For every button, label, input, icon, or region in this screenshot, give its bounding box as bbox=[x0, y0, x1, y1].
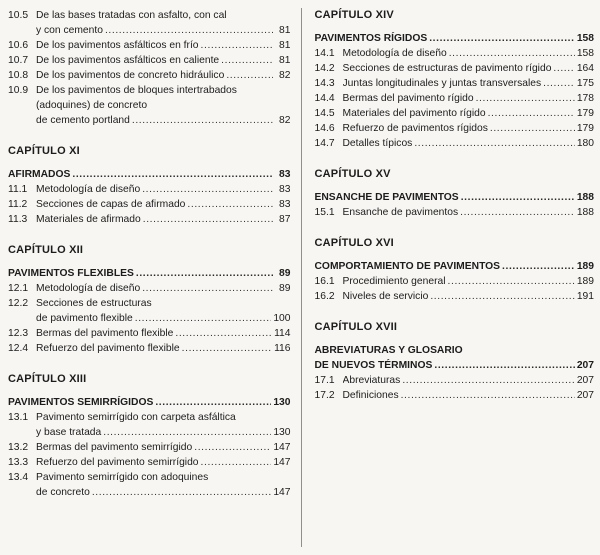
entry-text: AFIRMADOS bbox=[8, 169, 71, 180]
dot-leader bbox=[226, 68, 272, 83]
entry-text: PAVIMENTOS FLEXIBLES bbox=[8, 268, 134, 279]
toc-entry bbox=[8, 296, 291, 326]
entry-text: Secciones de estructuras bbox=[36, 298, 152, 309]
toc-entry bbox=[8, 212, 291, 227]
entry-body bbox=[343, 61, 595, 76]
section-number: 14.2 bbox=[314, 63, 335, 74]
toc-entry bbox=[315, 388, 595, 403]
toc-entry bbox=[8, 341, 291, 356]
entry-body bbox=[36, 212, 291, 227]
chapter-heading: CAPÍTULO XV bbox=[314, 168, 391, 180]
toc-entry bbox=[8, 68, 291, 83]
toc-entry bbox=[8, 410, 291, 440]
entry-line bbox=[343, 388, 595, 403]
entry-line bbox=[36, 326, 291, 341]
toc-entry bbox=[8, 440, 291, 455]
entry-body bbox=[36, 197, 291, 212]
entry-body bbox=[36, 38, 291, 53]
entry-body bbox=[343, 289, 595, 304]
entry-body bbox=[343, 373, 595, 388]
section-number: 11.1 bbox=[8, 184, 28, 195]
section-number: 13.3 bbox=[8, 457, 29, 468]
page-number: 147 bbox=[273, 487, 291, 498]
chapter-block bbox=[8, 243, 291, 356]
section-number: 13.2 bbox=[8, 442, 29, 453]
section-number: 16.1 bbox=[314, 276, 335, 287]
dot-leader bbox=[553, 61, 574, 76]
page-number: 188 bbox=[576, 192, 594, 203]
section-number: 13.4 bbox=[8, 472, 29, 483]
entry-body bbox=[36, 470, 291, 500]
section-number: 17.2 bbox=[314, 390, 335, 401]
entry-line bbox=[36, 425, 291, 440]
entry-text: De los pavimentos de bloques intertrabados bbox=[36, 85, 237, 96]
section-number: 14.4 bbox=[314, 93, 335, 104]
dot-leader bbox=[502, 259, 575, 274]
chapter-title-entry bbox=[8, 266, 291, 281]
chapter-heading: CAPÍTULO XII bbox=[8, 244, 84, 256]
entry-text: COMPORTAMIENTO DE PAVIMENTOS bbox=[314, 261, 501, 272]
page-number: 83 bbox=[279, 199, 291, 210]
entry-line bbox=[36, 68, 291, 83]
entry-line bbox=[8, 395, 291, 410]
entry-line bbox=[36, 38, 291, 53]
entry-line bbox=[315, 343, 595, 358]
section-number: 11.3 bbox=[8, 214, 28, 225]
toc-entry bbox=[315, 136, 595, 151]
entry-body bbox=[36, 341, 291, 356]
entry-line bbox=[36, 212, 291, 227]
section-number: 14.6 bbox=[314, 123, 335, 134]
page-number: 81 bbox=[279, 40, 291, 51]
dot-leader bbox=[182, 341, 272, 356]
dot-leader bbox=[430, 289, 574, 304]
entry-line bbox=[36, 98, 291, 113]
entry-body bbox=[343, 46, 595, 61]
entry-text: De las bases tratadas con asfalto, con cal bbox=[36, 10, 227, 21]
entry-text: Metodología de diseño bbox=[36, 184, 141, 195]
dot-leader bbox=[221, 53, 272, 68]
entry-text: Secciones de estructuras de pavimento rígido bbox=[342, 63, 552, 74]
entry-text: Bermas del pavimento rígido bbox=[342, 93, 474, 104]
dot-leader bbox=[429, 31, 575, 46]
page-number: 83 bbox=[279, 169, 291, 180]
entry-body bbox=[315, 343, 595, 373]
page-number: 89 bbox=[279, 268, 291, 279]
entry-line bbox=[36, 410, 291, 425]
chapter-heading: CAPÍTULO XVII bbox=[314, 321, 398, 333]
entry-line bbox=[36, 470, 291, 485]
entry-text: Definiciones bbox=[342, 390, 399, 401]
chapter-title-entry bbox=[8, 395, 291, 410]
toc-entry bbox=[315, 289, 595, 304]
entry-text: Secciones de capas de afirmado bbox=[36, 199, 186, 210]
dot-leader bbox=[105, 23, 273, 38]
entry-text: Materiales de afirmado bbox=[36, 214, 141, 225]
chapter-title-entry bbox=[8, 167, 291, 182]
section-number: 12.4 bbox=[8, 343, 29, 354]
entry-body bbox=[343, 76, 595, 91]
page-number: 178 bbox=[576, 93, 594, 104]
entry-text: PAVIMENTOS SEMIRRÍGIDOS bbox=[8, 397, 154, 408]
entry-body bbox=[36, 281, 291, 296]
entry-line bbox=[36, 83, 291, 98]
entry-text: De los pavimentos asfálticos en caliente bbox=[36, 55, 220, 66]
dot-leader bbox=[490, 121, 575, 136]
dot-leader bbox=[142, 182, 272, 197]
chapter-block bbox=[315, 236, 595, 304]
entry-body bbox=[315, 31, 595, 46]
entry-line bbox=[36, 341, 291, 356]
entry-body bbox=[343, 106, 595, 121]
entry-text: Abreviaturas bbox=[342, 375, 401, 386]
dot-leader bbox=[460, 205, 575, 220]
entry-text: De los pavimentos asfálticos en frío bbox=[36, 40, 199, 51]
toc-entry bbox=[315, 76, 595, 91]
entry-line bbox=[315, 259, 595, 274]
entry-line bbox=[36, 8, 291, 23]
toc-entry bbox=[315, 274, 595, 289]
dot-leader bbox=[401, 388, 575, 403]
entry-body bbox=[36, 326, 291, 341]
toc-column-right bbox=[302, 8, 595, 547]
entry-text: Refuerzo del pavimento flexible bbox=[36, 343, 180, 354]
chapter-heading: CAPÍTULO XVI bbox=[314, 237, 394, 249]
entry-text: Refuerzo de pavimentos rígidos bbox=[342, 123, 488, 134]
dot-leader bbox=[103, 425, 271, 440]
entry-text: Procedimiento general bbox=[342, 276, 446, 287]
page-number: 114 bbox=[274, 328, 291, 339]
page-number: 164 bbox=[576, 63, 594, 74]
page-number: 130 bbox=[273, 397, 291, 408]
entry-text: de pavimento flexible bbox=[36, 313, 133, 324]
page-number: 89 bbox=[279, 283, 291, 294]
section-number: 16.2 bbox=[314, 291, 335, 302]
entry-line bbox=[343, 289, 595, 304]
dot-leader bbox=[543, 76, 575, 91]
entry-text: ENSANCHE DE PAVIMENTOS bbox=[314, 192, 459, 203]
toc-entry bbox=[315, 106, 595, 121]
page-number: 175 bbox=[576, 78, 594, 89]
dot-leader bbox=[434, 358, 574, 373]
dot-leader bbox=[201, 455, 272, 470]
toc-entry bbox=[315, 91, 595, 106]
entry-body bbox=[8, 395, 291, 410]
toc-entry bbox=[315, 121, 595, 136]
section-number: 13.1 bbox=[8, 412, 29, 423]
entry-text: Metodología de diseño bbox=[342, 48, 447, 59]
entry-body bbox=[343, 91, 595, 106]
entry-text: Metodología de diseño bbox=[36, 283, 141, 294]
page-number: 179 bbox=[576, 108, 594, 119]
section-number: 10.6 bbox=[8, 40, 29, 51]
entry-line bbox=[343, 106, 595, 121]
page-number: 180 bbox=[576, 138, 594, 149]
entry-text: Bermas del pavimento flexible bbox=[36, 328, 174, 339]
chapter-title-entry bbox=[315, 31, 595, 46]
entry-body bbox=[8, 167, 291, 182]
toc-entry bbox=[8, 281, 291, 296]
entry-body bbox=[343, 121, 595, 136]
entry-line bbox=[36, 53, 291, 68]
section-number: 14.5 bbox=[314, 108, 335, 119]
entry-line bbox=[8, 266, 291, 281]
toc-entry bbox=[8, 470, 291, 500]
section-number: 12.1 bbox=[8, 283, 29, 294]
toc-entry bbox=[315, 46, 595, 61]
toc-entry bbox=[8, 38, 291, 53]
entry-text: Refuerzo del pavimento semirrígido bbox=[36, 457, 199, 468]
entry-line bbox=[36, 440, 291, 455]
toc-column-left bbox=[8, 8, 301, 547]
section-number: 10.7 bbox=[8, 55, 29, 66]
section-number: 12.3 bbox=[8, 328, 29, 339]
dot-leader bbox=[175, 326, 272, 341]
entry-line bbox=[36, 197, 291, 212]
entry-text: de concreto bbox=[36, 487, 90, 498]
entry-line bbox=[343, 274, 595, 289]
entry-text: y base tratada bbox=[36, 427, 102, 438]
toc-entry bbox=[315, 205, 595, 220]
dot-leader bbox=[136, 266, 273, 281]
page-number: 87 bbox=[279, 214, 291, 225]
section-number: 10.9 bbox=[8, 85, 29, 96]
dot-leader bbox=[92, 485, 272, 500]
entry-body bbox=[343, 388, 595, 403]
entry-body bbox=[36, 83, 291, 128]
page-number: 207 bbox=[576, 390, 594, 401]
chapter-block bbox=[315, 167, 595, 220]
entry-body bbox=[36, 8, 291, 38]
dot-leader bbox=[448, 274, 575, 289]
page-number: 188 bbox=[576, 207, 594, 218]
entry-text: PAVIMENTOS RÍGIDOS bbox=[314, 33, 428, 44]
page-number: 158 bbox=[576, 33, 594, 44]
entry-text: Detalles típicos bbox=[342, 138, 413, 149]
page-number: 116 bbox=[274, 343, 291, 354]
entry-body bbox=[36, 296, 291, 326]
dot-leader bbox=[201, 38, 273, 53]
entry-text: (adoquines) de concreto bbox=[36, 100, 148, 111]
entry-text: de cemento portland bbox=[36, 115, 130, 126]
page-number: 83 bbox=[279, 184, 291, 195]
entry-line bbox=[343, 373, 595, 388]
entry-body bbox=[36, 53, 291, 68]
toc-entry bbox=[8, 83, 291, 128]
page-number: 158 bbox=[576, 48, 594, 59]
section-number: 14.1 bbox=[314, 48, 335, 59]
page-number: 179 bbox=[576, 123, 594, 134]
entry-text: Materiales del pavimento rígido bbox=[342, 108, 486, 119]
entry-line bbox=[315, 31, 595, 46]
entry-text: Juntas longitudinales y juntas transversales bbox=[342, 78, 542, 89]
chapter-block bbox=[8, 144, 291, 227]
dot-leader bbox=[414, 136, 574, 151]
dot-leader bbox=[135, 311, 272, 326]
entry-body bbox=[36, 440, 291, 455]
dot-leader bbox=[143, 212, 273, 227]
entry-body bbox=[315, 190, 595, 205]
entry-text: ABREVIATURAS Y GLOSARIO bbox=[314, 345, 463, 356]
entry-body bbox=[36, 410, 291, 440]
page-number: 147 bbox=[273, 442, 291, 453]
toc-entry bbox=[8, 8, 291, 38]
toc-entry bbox=[8, 182, 291, 197]
entry-text: y con cemento bbox=[36, 25, 103, 36]
entry-text: Niveles de servicio bbox=[342, 291, 429, 302]
page-number: 82 bbox=[279, 115, 291, 126]
entry-line bbox=[343, 76, 595, 91]
section-number: 14.3 bbox=[314, 78, 335, 89]
page-number: 189 bbox=[576, 276, 594, 287]
toc-entry bbox=[8, 455, 291, 470]
chapter-block bbox=[8, 8, 291, 128]
chapter-heading: CAPÍTULO XI bbox=[8, 145, 80, 157]
chapter-heading: CAPÍTULO XIII bbox=[8, 373, 87, 385]
entry-text: Pavimento semirrígido con carpeta asfáltica bbox=[36, 412, 236, 423]
page-number: 81 bbox=[279, 55, 291, 66]
page-number: 207 bbox=[576, 360, 594, 371]
entry-line bbox=[343, 121, 595, 136]
entry-line bbox=[343, 91, 595, 106]
toc-entry bbox=[315, 373, 595, 388]
toc-entry bbox=[8, 53, 291, 68]
chapter-title-entry bbox=[315, 190, 595, 205]
entry-line bbox=[315, 190, 595, 205]
entry-line bbox=[36, 23, 291, 38]
entry-body bbox=[315, 259, 595, 274]
chapter-block bbox=[315, 8, 595, 151]
chapter-heading: CAPÍTULO XIV bbox=[314, 9, 394, 21]
dot-leader bbox=[72, 167, 272, 182]
page-number: 81 bbox=[279, 25, 291, 36]
entry-line bbox=[343, 61, 595, 76]
entry-text: De los pavimentos de concreto hidráulico bbox=[36, 70, 225, 81]
entry-body bbox=[36, 182, 291, 197]
page-number: 189 bbox=[576, 261, 594, 272]
dot-leader bbox=[142, 281, 272, 296]
entry-line bbox=[8, 167, 291, 182]
dot-leader bbox=[402, 373, 575, 388]
section-number: 12.2 bbox=[8, 298, 29, 309]
toc-entry bbox=[8, 326, 291, 341]
section-number: 10.5 bbox=[8, 10, 29, 21]
page-number: 100 bbox=[273, 313, 291, 324]
page-number: 147 bbox=[273, 457, 291, 468]
section-number: 10.8 bbox=[8, 70, 29, 81]
entry-line bbox=[36, 311, 291, 326]
dot-leader bbox=[449, 46, 575, 61]
entry-line bbox=[343, 136, 595, 151]
dot-leader bbox=[155, 395, 271, 410]
chapter-block bbox=[315, 320, 595, 403]
page-number: 207 bbox=[576, 375, 594, 386]
entry-line bbox=[36, 296, 291, 311]
dot-leader bbox=[187, 197, 272, 212]
chapter-block bbox=[8, 372, 291, 500]
entry-text: Ensanche de pavimentos bbox=[342, 207, 459, 218]
entry-body bbox=[343, 274, 595, 289]
entry-line bbox=[36, 485, 291, 500]
dot-leader bbox=[194, 440, 271, 455]
dot-leader bbox=[476, 91, 575, 106]
entry-body bbox=[343, 136, 595, 151]
entry-text: Bermas del pavimento semirrígido bbox=[36, 442, 193, 453]
entry-text: Pavimento semirrígido con adoquines bbox=[36, 472, 209, 483]
chapter-title-entry bbox=[315, 259, 595, 274]
page-number: 130 bbox=[273, 427, 291, 438]
dot-leader bbox=[488, 106, 575, 121]
entry-line bbox=[315, 358, 595, 373]
page-number: 191 bbox=[576, 291, 594, 302]
entry-line bbox=[343, 205, 595, 220]
entry-text: DE NUEVOS TÉRMINOS bbox=[314, 360, 433, 371]
entry-line bbox=[36, 182, 291, 197]
dot-leader bbox=[461, 190, 575, 205]
section-number: 14.7 bbox=[314, 138, 335, 149]
section-number: 11.2 bbox=[8, 199, 28, 210]
entry-line bbox=[343, 46, 595, 61]
entry-body bbox=[36, 455, 291, 470]
section-number: 17.1 bbox=[314, 375, 335, 386]
section-number: 15.1 bbox=[314, 207, 335, 218]
entry-body bbox=[8, 266, 291, 281]
entry-body bbox=[36, 68, 291, 83]
dot-leader bbox=[132, 113, 273, 128]
toc-entry bbox=[8, 197, 291, 212]
page-number: 82 bbox=[279, 70, 291, 81]
entry-line bbox=[36, 455, 291, 470]
entry-body bbox=[343, 205, 595, 220]
toc-entry bbox=[315, 61, 595, 76]
entry-line bbox=[36, 281, 291, 296]
entry-line bbox=[36, 113, 291, 128]
chapter-title-entry bbox=[315, 343, 595, 373]
